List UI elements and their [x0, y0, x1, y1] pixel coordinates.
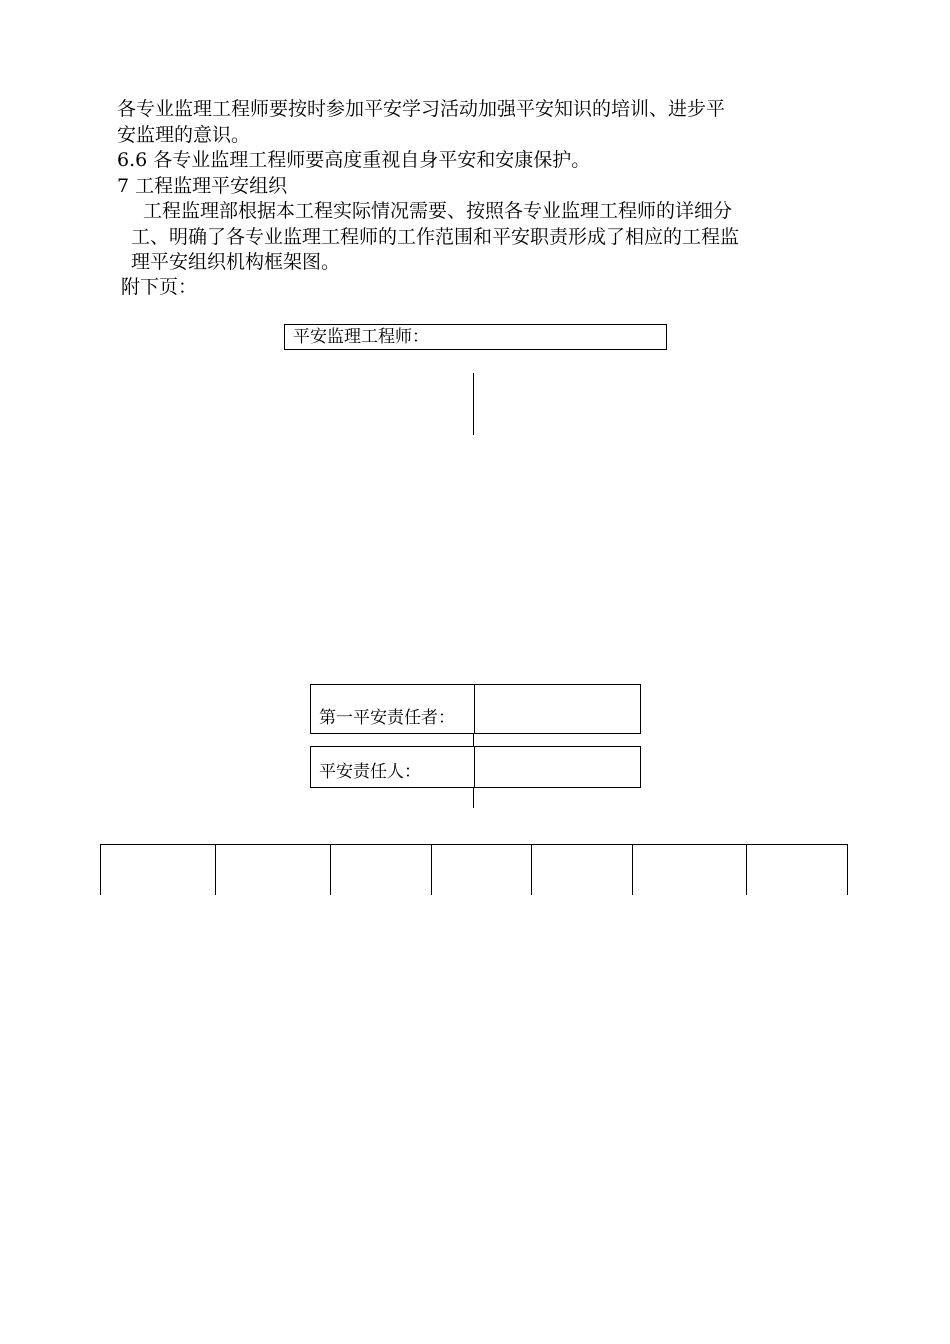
connector-line: [473, 734, 474, 746]
department-cell: [100, 845, 101, 895]
box-divider: [474, 685, 475, 733]
paragraph-line: 安监理的意识。: [117, 124, 251, 146]
first-responsible-box: [310, 684, 641, 734]
department-cell: [531, 845, 532, 895]
department-cell: [746, 845, 747, 895]
responsible-person-box: [310, 746, 641, 788]
paragraph-line: 理平安组织机构框架图。: [131, 251, 341, 273]
section-7-heading: 7 工程监理平安组织: [117, 175, 288, 197]
paragraph-line: 工、明确了各专业监理工程师的工作范围和平安职责形成了相应的工程监: [131, 226, 740, 248]
safety-engineer-label: 平安监理工程师：: [293, 327, 429, 347]
box-divider: [474, 747, 475, 787]
see-next-page-text: 附下页：: [121, 276, 198, 298]
department-row: [100, 844, 848, 895]
paragraph-line: 工程监理部根据本工程实际情况需要、按照各专业监理工程师的详细分: [143, 200, 733, 222]
responsible-person-label: 平安责任人：: [319, 762, 421, 782]
paragraph-line: 各专业监理工程师要按时参加平安学习活动加强平安知识的培训、进步平: [117, 98, 726, 120]
connector-line: [473, 373, 474, 435]
department-cell: [215, 845, 216, 895]
safety-engineer-box: [284, 324, 667, 350]
department-cell: [330, 845, 331, 895]
department-cell: [431, 845, 432, 895]
connector-line: [473, 788, 474, 808]
first-responsible-label: 第一平安责任者：: [319, 708, 455, 728]
department-cell: [632, 845, 633, 895]
section-6-6-text: 6.6 各专业监理工程师要高度重视自身平安和安康保护。: [117, 149, 591, 171]
department-cell: [847, 845, 848, 895]
